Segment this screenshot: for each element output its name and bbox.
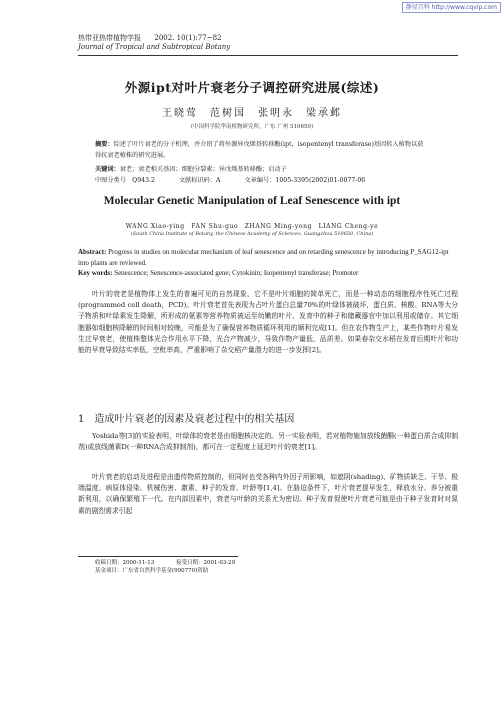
- keywords-zh: [95, 164, 425, 173]
- keywords-en-label: Key words:: [78, 269, 113, 277]
- header-rule: [78, 55, 458, 56]
- abstract-zh: [95, 139, 425, 161]
- footnotes: [95, 559, 255, 575]
- abstract-en-label: Abstract:: [78, 248, 107, 256]
- clc-number: 中图分类号 Q943.2: [95, 177, 155, 184]
- affiliation-zh: (中国科学院华南植物研究所，广东 广州 510650): [190, 124, 314, 130]
- article-number: 文章编号：1005-3395(2002)01-0077-06: [244, 177, 366, 184]
- section1-paragraph-1: Yoshida等[3]的实验表明，叶绿体的衰老是由细胞核决定的。另一实验表明，若对植物施加放线菌酮(一种蛋白质合成抑制剂)或放线菌素D(一种RNA合成抑制剂)，都可在一定程度上延迟叶片的衰老[1]。: [78, 432, 458, 452]
- section1-paragraph-2: 叶片衰老的启动及进程是由遗传物质控制的，但同时也受各种内外因子所影响，如遮阴(shading)、矿物质缺乏、干旱、极端温度、病原体侵染、机械伤害、激素、种子的发育、叶龄等[1,4]。在胁迫条件下，叶片衰老提早发生，释放水分、养分被重新利用，以确保繁殖下一代。在内部因素中，衰老与叶龄的关系尤为密切。种子发育促使叶片衰老可能是由于种子发育时对氮素的剧烈需求引起: [78, 473, 458, 515]
- footnote-rule: [78, 556, 238, 557]
- section-heading: 1 造成叶片衰老的因素及衰老过程中的相关基因: [78, 414, 295, 425]
- journal-name-zh: 热带亚热带植物学报: [78, 34, 141, 42]
- journal-name-en: Journal of Tropical and Subtropical Botany: [78, 43, 231, 51]
- abstract-zh-label: 摘要：: [95, 141, 114, 148]
- abstract-zh-text: 综述了叶片衰老的分子机理，并介绍了将外源异戊烯基转移酶(ipt，isopentenyl transferase)基因转入植物以获得抗衰老植株的研究进展。: [95, 141, 424, 159]
- document-code: 文献标识码：A: [178, 177, 221, 184]
- accepted-date: 接受日期：2001-03-29: [175, 560, 236, 566]
- authors-en: WANG Xiao-ying FAN Shu-guo ZHANG Ming-yong LIANG Cheng-ye: [125, 223, 379, 230]
- title-en: Molecular Genetic Manipulation of Leaf Senescence with ipt: [103, 195, 401, 207]
- classification-row: [95, 175, 435, 184]
- abstract-en-text: Progress in studies on molecular mechanism of leaf senescence and on retarding senescence by introducing P_SAG12-ipt into plants are reviewed.: [78, 248, 449, 267]
- journal-issue: 2002. 10(1):77~82: [154, 34, 222, 42]
- intro-paragraph: 叶片的衰老是植物体上发生的普遍可见的自然现象，它不是叶片细胞的简单死亡，而是一种动态的细胞程序性死亡过程(programmed cell death，PCD)。叶片衰老首先表现为占叶片蛋白总量70%的叶绿体被破坏，蛋白质、核酸、RNA等大分子物质和叶绿素发生降解，所形成的氨素等营养物质被运至幼嫩的叶片、发育中的种子和储藏器官中加以利用或储存。其它细胞器如细胞核降解的时间相对较晚，可能是为了确保营养物质循环利用的顺利完成[1]。但在农作物生产上，某些作物叶片易发生过早衰老，使植株整体光合作用水平下降，光合产物减少，导致作物产量低、品质差。如果春杂交水稻在发育后期叶片和功能的早衰导致结实率低，空秕率高，严重影响了杂交稻产量潜力的进一步发挥[2]。: [78, 290, 458, 355]
- source-watermark[interactable]: 静径百科 http://www.cqvip.com: [402, 2, 501, 13]
- received-date: 收稿日期：2000-11-13: [95, 560, 155, 566]
- fund-note: 基金项目：广东省自然科学基金(990770)资助: [95, 568, 209, 574]
- keywords-en-text: Senescence; Senescence-associated gene; Cytokinin; Isopentenyl transferase; Promoter: [114, 269, 359, 277]
- keywords-zh-text: 衰老；衰老相关基因；细胞分裂素；异戊烯基转移酶；启动子: [119, 166, 287, 173]
- authors-zh: 王晓莺 范树国 张明永 梁承邺: [162, 108, 342, 119]
- keywords-en: [78, 269, 458, 277]
- keywords-zh-label: 关键词：: [95, 166, 120, 173]
- abstract-en: [78, 247, 458, 269]
- affiliation-en: (South China Institute of Botany, the Chinese Academy of Sciences, Guangzhou 510650, China): [130, 231, 374, 237]
- title-zh: 外源ipt对叶片衰老分子调控研究进展(综述): [124, 80, 380, 95]
- journal-header: [78, 34, 458, 52]
